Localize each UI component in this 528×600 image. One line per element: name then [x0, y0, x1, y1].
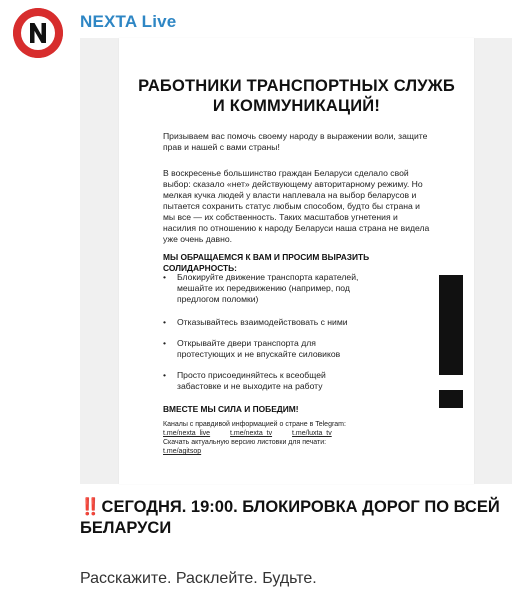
poster-download-link: t.me/agitsop: [163, 448, 202, 455]
poster-download-note: Скачать актуальную версию листовки для печати:: [163, 439, 327, 446]
poster-link: t.me/luxta_tv: [292, 430, 332, 437]
poster-body: В воскресенье большинство граждан Беларуси сделало свой выбор: сказало «нет» действующему авторитарному режиму. Но мелкая кучка людей у власти наплевала на выбор беларусов и пытается сохранить статус любым способом, будто бы страна и мы все — их собственность. Таких масштабов угнетения и насилия по отношению к народу Беларуси наша страна не видела уже очень давно.: [163, 168, 430, 244]
message-announcement: [80, 497, 510, 539]
message-tagline: Расскажите. Расклейте. Будьте.: [80, 570, 317, 587]
poster-sheet: [119, 38, 474, 484]
poster-headline: РАБОТНИКИ ТРАНСПОРТНЫХ СЛУЖБ И КОММУНИКАЦИЙ!: [138, 77, 455, 115]
channel-name[interactable]: NEXTA Live: [80, 12, 177, 31]
list-item: • Отказывайтесь взаимодействовать с ними: [163, 317, 363, 328]
nexta-logo-icon: [13, 8, 63, 58]
announcement-text: СЕГОДНЯ. 19:00. БЛОКИРОВКА ДОРОГ ПО ВСЕЙ БЕЛАРУСИ: [80, 498, 500, 537]
poster-link: t.me/nexta_live: [163, 430, 211, 437]
exclamation-icon: [439, 275, 463, 425]
double-exclamation-icon: ‼️: [80, 498, 99, 516]
poster-intro: Призываем вас помочь своему народу в выражении воли, защите прав и нашей с вами страны!: [163, 131, 428, 152]
channel-avatar[interactable]: [13, 8, 63, 58]
list-item: • Блокируйте движение транспорта карателей, мешайте их передвижению (например, под предлогом поломки): [163, 272, 363, 305]
poster-image[interactable]: [80, 38, 512, 484]
list-item: • Открывайте двери транспорта для протестующих и не впускайте силовиков: [163, 338, 363, 360]
list-item: • Просто присоединяйтесь к всеобщей забастовке и не выходите на работу: [163, 370, 363, 392]
poster-slogan: ВМЕСТЕ МЫ СИЛА И ПОБЕДИМ!: [163, 404, 299, 414]
poster-link: t.me/nexta_tv: [230, 430, 273, 437]
poster-appeal: МЫ ОБРАЩАЕМСЯ К ВАМ И ПРОСИМ ВЫРАЗИТЬ СОЛИДАРНОСТЬ:: [163, 252, 370, 273]
poster-links: [163, 429, 350, 438]
poster-channels-note: Каналы с правдивой информацией о стране в Telegram:: [163, 421, 346, 428]
